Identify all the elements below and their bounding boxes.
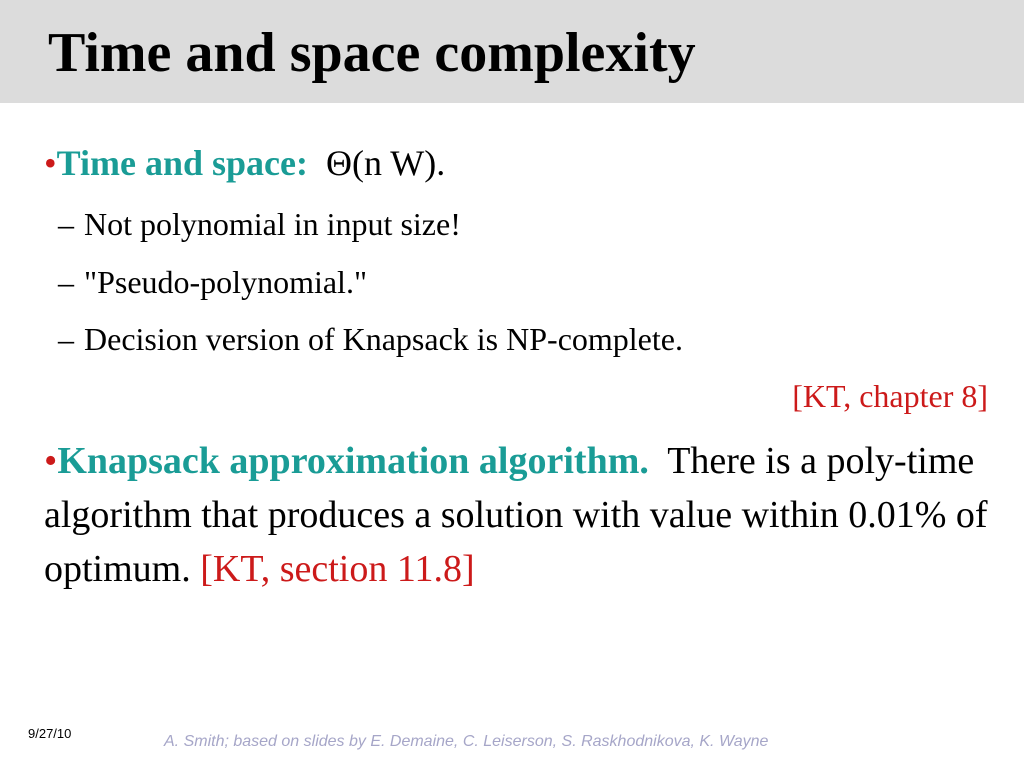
- bullet-text: There is a poly-time algorithm that produces a solution with value within 0.01% of optimum.: [44, 440, 988, 590]
- subbullet-text: Not polynomial in input size!: [84, 206, 461, 242]
- bullet-text: Θ(n W).: [325, 143, 446, 183]
- bullet-time-space: [44, 140, 445, 186]
- bullet-marker: •: [44, 440, 58, 482]
- reference-section: [KT, section 11.8]: [200, 548, 475, 590]
- footer-date: 9/27/10: [28, 726, 72, 741]
- bullet-label: Knapsack approximation algorithm.: [57, 440, 649, 482]
- dash-marker: –: [58, 264, 74, 300]
- bullet-knapsack-approx: [44, 434, 989, 596]
- dash-marker: –: [58, 206, 74, 242]
- subbullet-text: Decision version of Knapsack is NP-complete.: [84, 321, 683, 357]
- subbullet-text: "Pseudo-polynomial.": [84, 264, 367, 300]
- bullet-label: Time and space:: [56, 143, 308, 183]
- title-bar: [0, 0, 1024, 103]
- subbullet: [58, 204, 461, 244]
- dash-marker: –: [58, 321, 74, 357]
- reference-chapter: [KT, chapter 8]: [792, 378, 988, 414]
- footer-credit: A. Smith; based on slides by E. Demaine, C. Leiserson, S. Raskhodnikova, K. Wayne: [164, 733, 769, 750]
- subbullet: [58, 319, 683, 359]
- subbullet: [58, 262, 367, 302]
- bullet-marker: •: [44, 143, 57, 183]
- slide-title: Time and space complexity: [48, 22, 696, 84]
